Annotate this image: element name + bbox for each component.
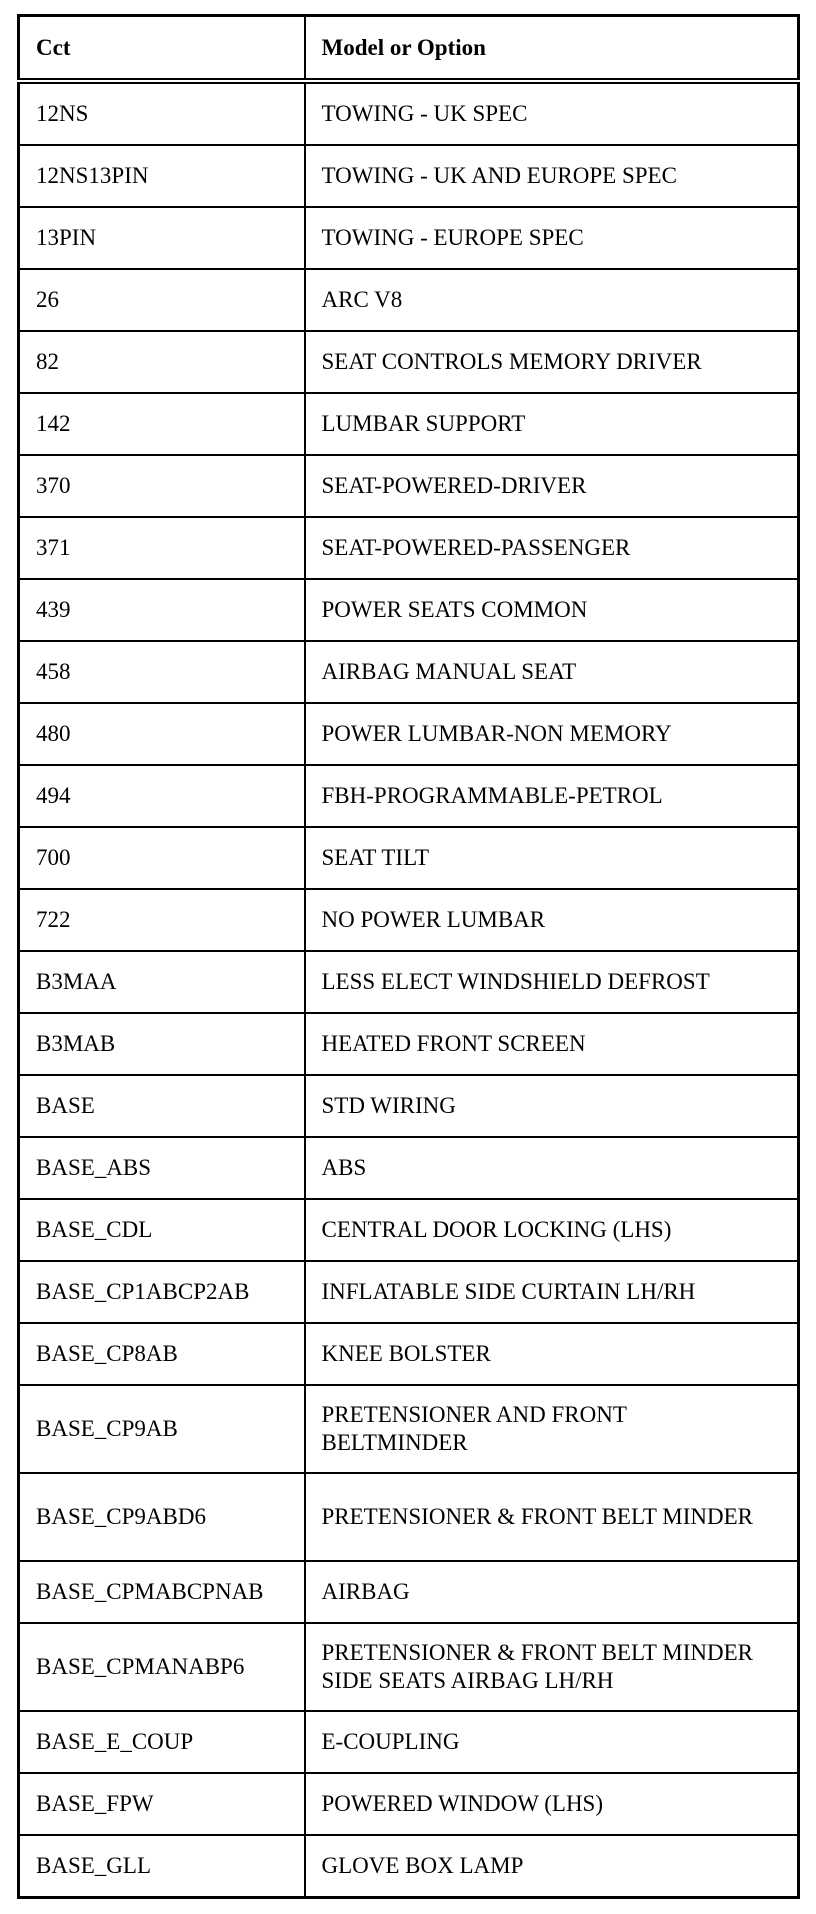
cct-cell: 370 xyxy=(19,455,305,517)
cct-cell: BASE_CP9ABD6 xyxy=(19,1473,305,1561)
cct-cell: 12NS xyxy=(19,81,305,145)
option-cell: GLOVE BOX LAMP xyxy=(305,1835,799,1898)
option-cell: TOWING - UK SPEC xyxy=(305,81,799,145)
table-row xyxy=(19,517,799,579)
cct-cell: 12NS13PIN xyxy=(19,145,305,207)
table-row xyxy=(19,951,799,1013)
option-cell: NO POWER LUMBAR xyxy=(305,889,799,951)
option-cell: PRETENSIONER AND FRONT BELTMINDER xyxy=(305,1385,799,1473)
table-row xyxy=(19,1773,799,1835)
option-cell: E-COUPLING xyxy=(305,1711,799,1773)
cct-cell: BASE_CPMABCPNAB xyxy=(19,1561,305,1623)
option-cell: AIRBAG MANUAL SEAT xyxy=(305,641,799,703)
option-cell: FBH-PROGRAMMABLE-PETROL xyxy=(305,765,799,827)
column-header-cct: Cct xyxy=(19,16,305,82)
model-options-table xyxy=(17,14,800,1899)
cct-cell: B3MAB xyxy=(19,1013,305,1075)
option-cell: PRETENSIONER & FRONT BELT MINDER xyxy=(305,1473,799,1561)
table-row xyxy=(19,207,799,269)
cct-cell: 480 xyxy=(19,703,305,765)
table-row xyxy=(19,1137,799,1199)
option-cell: STD WIRING xyxy=(305,1075,799,1137)
cct-cell: 439 xyxy=(19,579,305,641)
table-row xyxy=(19,1623,799,1711)
table-row xyxy=(19,579,799,641)
option-cell: POWERED WINDOW (LHS) xyxy=(305,1773,799,1835)
table-row xyxy=(19,1835,799,1898)
cct-cell: BASE_CP8AB xyxy=(19,1323,305,1385)
options-sheet xyxy=(17,14,797,1899)
cct-cell: B3MAA xyxy=(19,951,305,1013)
cct-cell: BASE xyxy=(19,1075,305,1137)
table-row xyxy=(19,1711,799,1773)
table-row xyxy=(19,331,799,393)
cct-cell: 700 xyxy=(19,827,305,889)
table-row xyxy=(19,81,799,145)
cct-cell: 458 xyxy=(19,641,305,703)
cct-cell: 371 xyxy=(19,517,305,579)
table-header-row xyxy=(19,16,799,82)
table-row xyxy=(19,393,799,455)
cct-cell: BASE_ABS xyxy=(19,1137,305,1199)
option-cell: TOWING - UK AND EUROPE SPEC xyxy=(305,145,799,207)
option-cell: ABS xyxy=(305,1137,799,1199)
table-row xyxy=(19,1561,799,1623)
option-cell: SEAT-POWERED-PASSENGER xyxy=(305,517,799,579)
option-cell: AIRBAG xyxy=(305,1561,799,1623)
option-cell: KNEE BOLSTER xyxy=(305,1323,799,1385)
cct-cell: BASE_CPMANABP6 xyxy=(19,1623,305,1711)
table-row xyxy=(19,1075,799,1137)
cct-cell: BASE_FPW xyxy=(19,1773,305,1835)
table-row xyxy=(19,1323,799,1385)
option-cell: SEAT TILT xyxy=(305,827,799,889)
table-row xyxy=(19,1199,799,1261)
option-cell: POWER LUMBAR-NON MEMORY xyxy=(305,703,799,765)
option-cell: PRETENSIONER & FRONT BELT MINDER SIDE SEATS AIRBAG LH/RH xyxy=(305,1623,799,1711)
option-cell: CENTRAL DOOR LOCKING (LHS) xyxy=(305,1199,799,1261)
column-header-option: Model or Option xyxy=(305,16,799,82)
table-row xyxy=(19,641,799,703)
cct-cell: 142 xyxy=(19,393,305,455)
cct-cell: 722 xyxy=(19,889,305,951)
table-row xyxy=(19,827,799,889)
option-cell: HEATED FRONT SCREEN xyxy=(305,1013,799,1075)
table-row xyxy=(19,269,799,331)
cct-cell: BASE_CP9AB xyxy=(19,1385,305,1473)
table-row xyxy=(19,1473,799,1561)
cct-cell: BASE_GLL xyxy=(19,1835,305,1898)
option-cell: ARC V8 xyxy=(305,269,799,331)
option-cell: LESS ELECT WINDSHIELD DEFROST xyxy=(305,951,799,1013)
option-cell: SEAT-POWERED-DRIVER xyxy=(305,455,799,517)
table-row xyxy=(19,1385,799,1473)
table-row xyxy=(19,1261,799,1323)
option-cell: TOWING - EUROPE SPEC xyxy=(305,207,799,269)
option-cell: SEAT CONTROLS MEMORY DRIVER xyxy=(305,331,799,393)
cct-cell: 26 xyxy=(19,269,305,331)
option-cell: LUMBAR SUPPORT xyxy=(305,393,799,455)
option-cell: INFLATABLE SIDE CURTAIN LH/RH xyxy=(305,1261,799,1323)
cct-cell: BASE_E_COUP xyxy=(19,1711,305,1773)
option-cell: POWER SEATS COMMON xyxy=(305,579,799,641)
table-row xyxy=(19,1013,799,1075)
table-row xyxy=(19,703,799,765)
cct-cell: BASE_CP1ABCP2AB xyxy=(19,1261,305,1323)
cct-cell: 494 xyxy=(19,765,305,827)
table-row xyxy=(19,455,799,517)
table-row xyxy=(19,145,799,207)
cct-cell: 13PIN xyxy=(19,207,305,269)
table-row xyxy=(19,765,799,827)
cct-cell: BASE_CDL xyxy=(19,1199,305,1261)
cct-cell: 82 xyxy=(19,331,305,393)
table-row xyxy=(19,889,799,951)
